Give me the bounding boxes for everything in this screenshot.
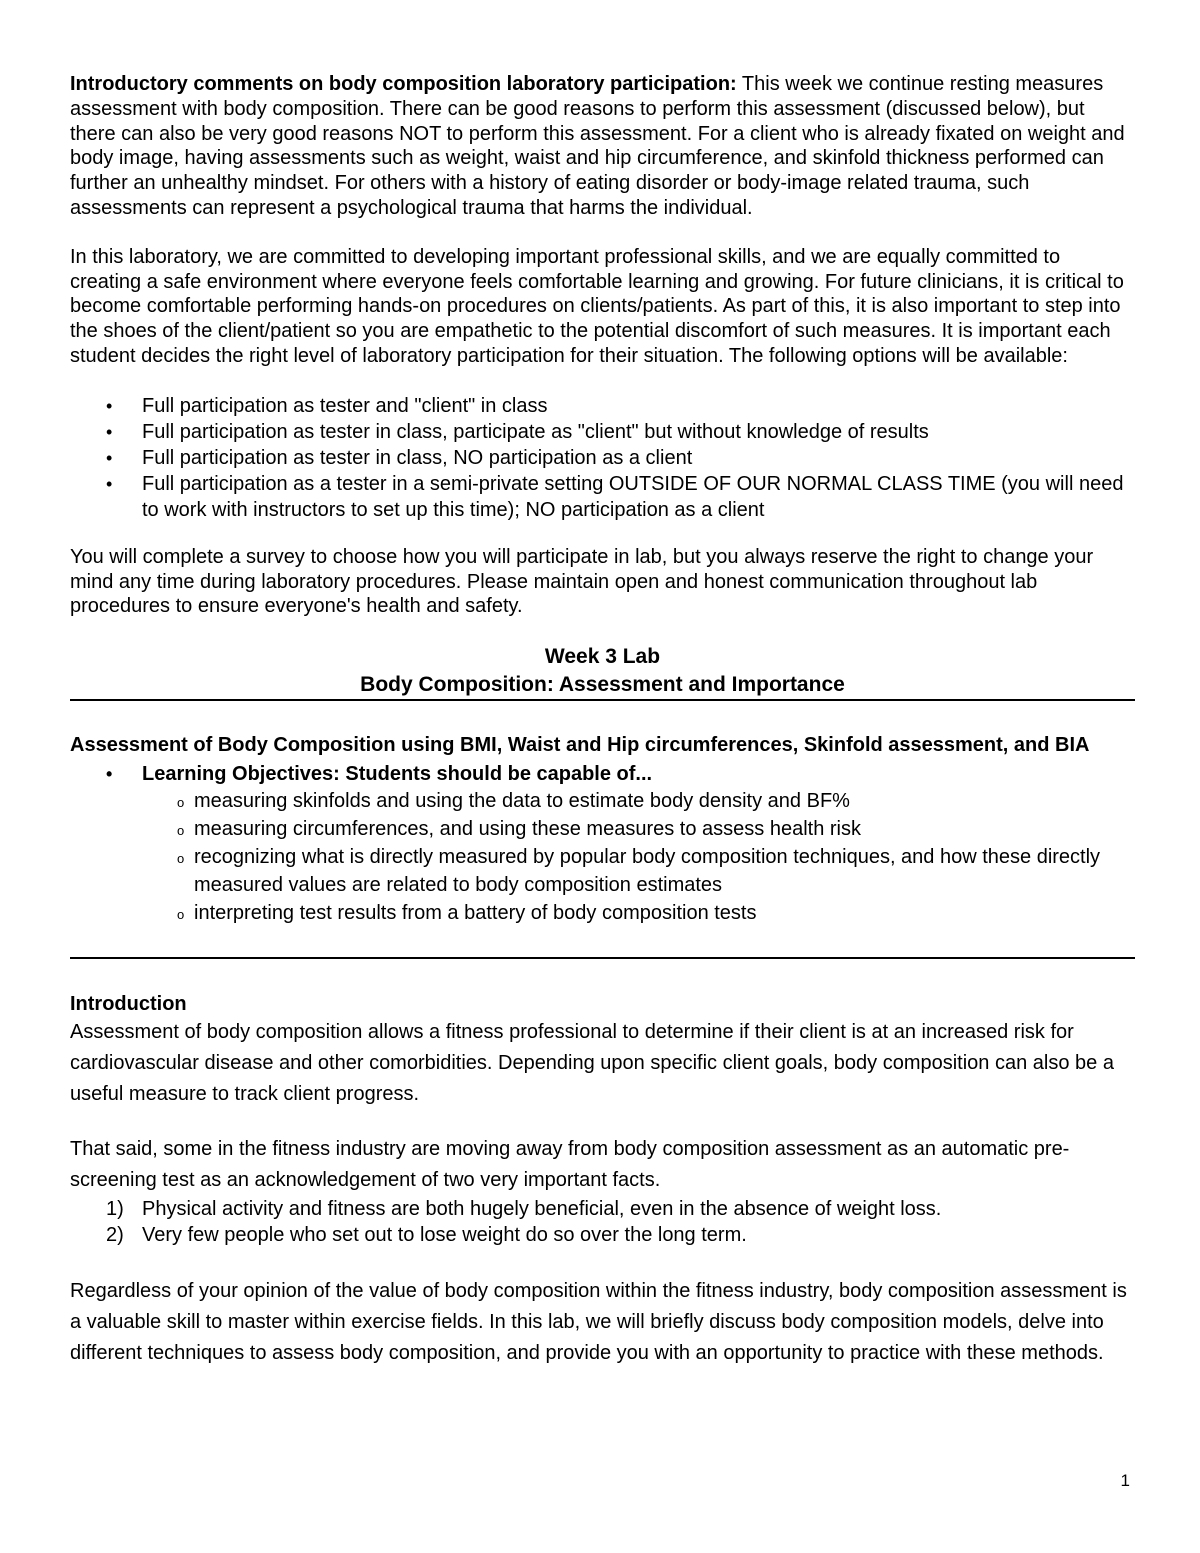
bullet-icon: • [106, 473, 113, 494]
circle-bullet-icon: o [177, 795, 185, 811]
fact-item: 1) Physical activity and fitness are both hugely beneficial, even in the absence of weight loss. [106, 1198, 942, 1221]
lab-title-topic: Body Composition: Assessment and Importance [360, 673, 845, 697]
divider-rule [70, 699, 1135, 701]
introduction-heading: Introduction [70, 993, 187, 1016]
learning-objectives-heading: • Learning Objectives: Students should be capable of... [106, 763, 653, 786]
facts-list [70, 1196, 1135, 1248]
assessment-heading: Assessment of Body Composition using BMI, Waist and Hip circumferences, Skinfold assessment, and BIA [70, 734, 1090, 757]
introduction-paragraph-2: That said, some in the fitness industry are moving away from body composition assessment as an automatic pre-screening test as an acknowledgement of two very important facts. [70, 1138, 1070, 1192]
lab-title [70, 643, 1135, 699]
participation-options-list [70, 393, 1135, 523]
intro-comments-paragraph [70, 72, 1135, 221]
participation-option: • Full participation as a tester in a semi-private setting OUTSIDE OF OUR NORMAL CLASS TIME (you will need to work with instructors to set up this time); NO participation as a client [106, 472, 1124, 521]
participation-option: • Full participation as tester in class, participate as "client" but without knowledge of results [106, 420, 929, 443]
fact-item: 2) Very few people who set out to lose weight do so over the long term. [106, 1224, 747, 1247]
learning-objective: o measuring skinfolds and using the data to estimate body density and BF% [70, 787, 1135, 815]
survey-paragraph: You will complete a survey to choose how you will participate in lab, but you always reserve the right to change your mind any time during laboratory procedures. Please maintain open and honest communication throughout lab procedures to ensure everyone's health and safety. [70, 545, 1094, 618]
fact-number: 2) [106, 1224, 124, 1247]
learning-objective: o measuring circumferences, and using these measures to assess health risk [70, 815, 1135, 843]
circle-bullet-icon: o [177, 907, 185, 923]
learning-objectives-list [70, 787, 1135, 927]
participation-option: • Full participation as tester and "client" in class [106, 394, 548, 417]
lab-title-week: Week 3 Lab [544, 645, 661, 669]
bullet-icon: • [106, 447, 113, 468]
commitment-paragraph: In this laboratory, we are committed to developing important professional skills, and we are equally committed to creating a safe environment where everyone feels comfortable learning and growing. For future clinicians, it is critical to become comfortable performing hands-on procedures on clients/patients. As part of this, it is also important to step into the shoes of the client/patient so you are empathetic to the potential discomfort of such measures. It is important each student decides the right level of laboratory participation for their situation. The following options will be available: [70, 245, 1124, 367]
introduction-paragraph-1: Assessment of body composition allows a fitness professional to determine if their client is at an increased risk for cardiovascular disease and other comorbidities. Depending upon specific client goals, body composition can also be a useful measure to track client progress. [70, 1021, 1114, 1106]
document-page [70, 72, 1135, 1369]
divider-rule [70, 957, 1135, 959]
fact-number: 1) [106, 1198, 124, 1221]
participation-option: • Full participation as tester in class, NO participation as a client [106, 446, 693, 469]
intro-comments-heading: Introductory comments on body composition laboratory participation: [70, 73, 737, 95]
page-number: 1 [1120, 1471, 1130, 1490]
circle-bullet-icon: o [177, 823, 185, 839]
bullet-icon: • [106, 395, 113, 416]
learning-objective: o recognizing what is directly measured by popular body composition techniques, and how these directly measured values are related to body composition estimates [177, 846, 1101, 897]
bullet-icon: • [106, 421, 113, 442]
intro-comments-text: This week we continue resting measures assessment with body composition. There can be good reasons to perform this assessment (discussed below), but there can also be very good reasons NOT to perform this assessment. For a client who is already fixated on weight and body image, having assessments such as weight, waist and hip circumference, and skinfold thickness performed can further an unhealthy mindset. For others with a history of eating disorder or body-image related trauma, such assessments can represent a psychological trauma that harms the individual. [70, 73, 1125, 219]
bullet-icon: • [106, 764, 113, 785]
introduction-paragraph-3: Regardless of your opinion of the value of body composition within the fitness industry, body composition assessment is a valuable skill to master within exercise fields. In this lab, we will briefly discuss body composition models, delve into different techniques to assess body composition, and provide you with an opportunity to practice with these methods. [70, 1280, 1127, 1365]
learning-objective: o interpreting test results from a battery of body composition tests [70, 899, 1135, 927]
circle-bullet-icon: o [177, 851, 185, 867]
